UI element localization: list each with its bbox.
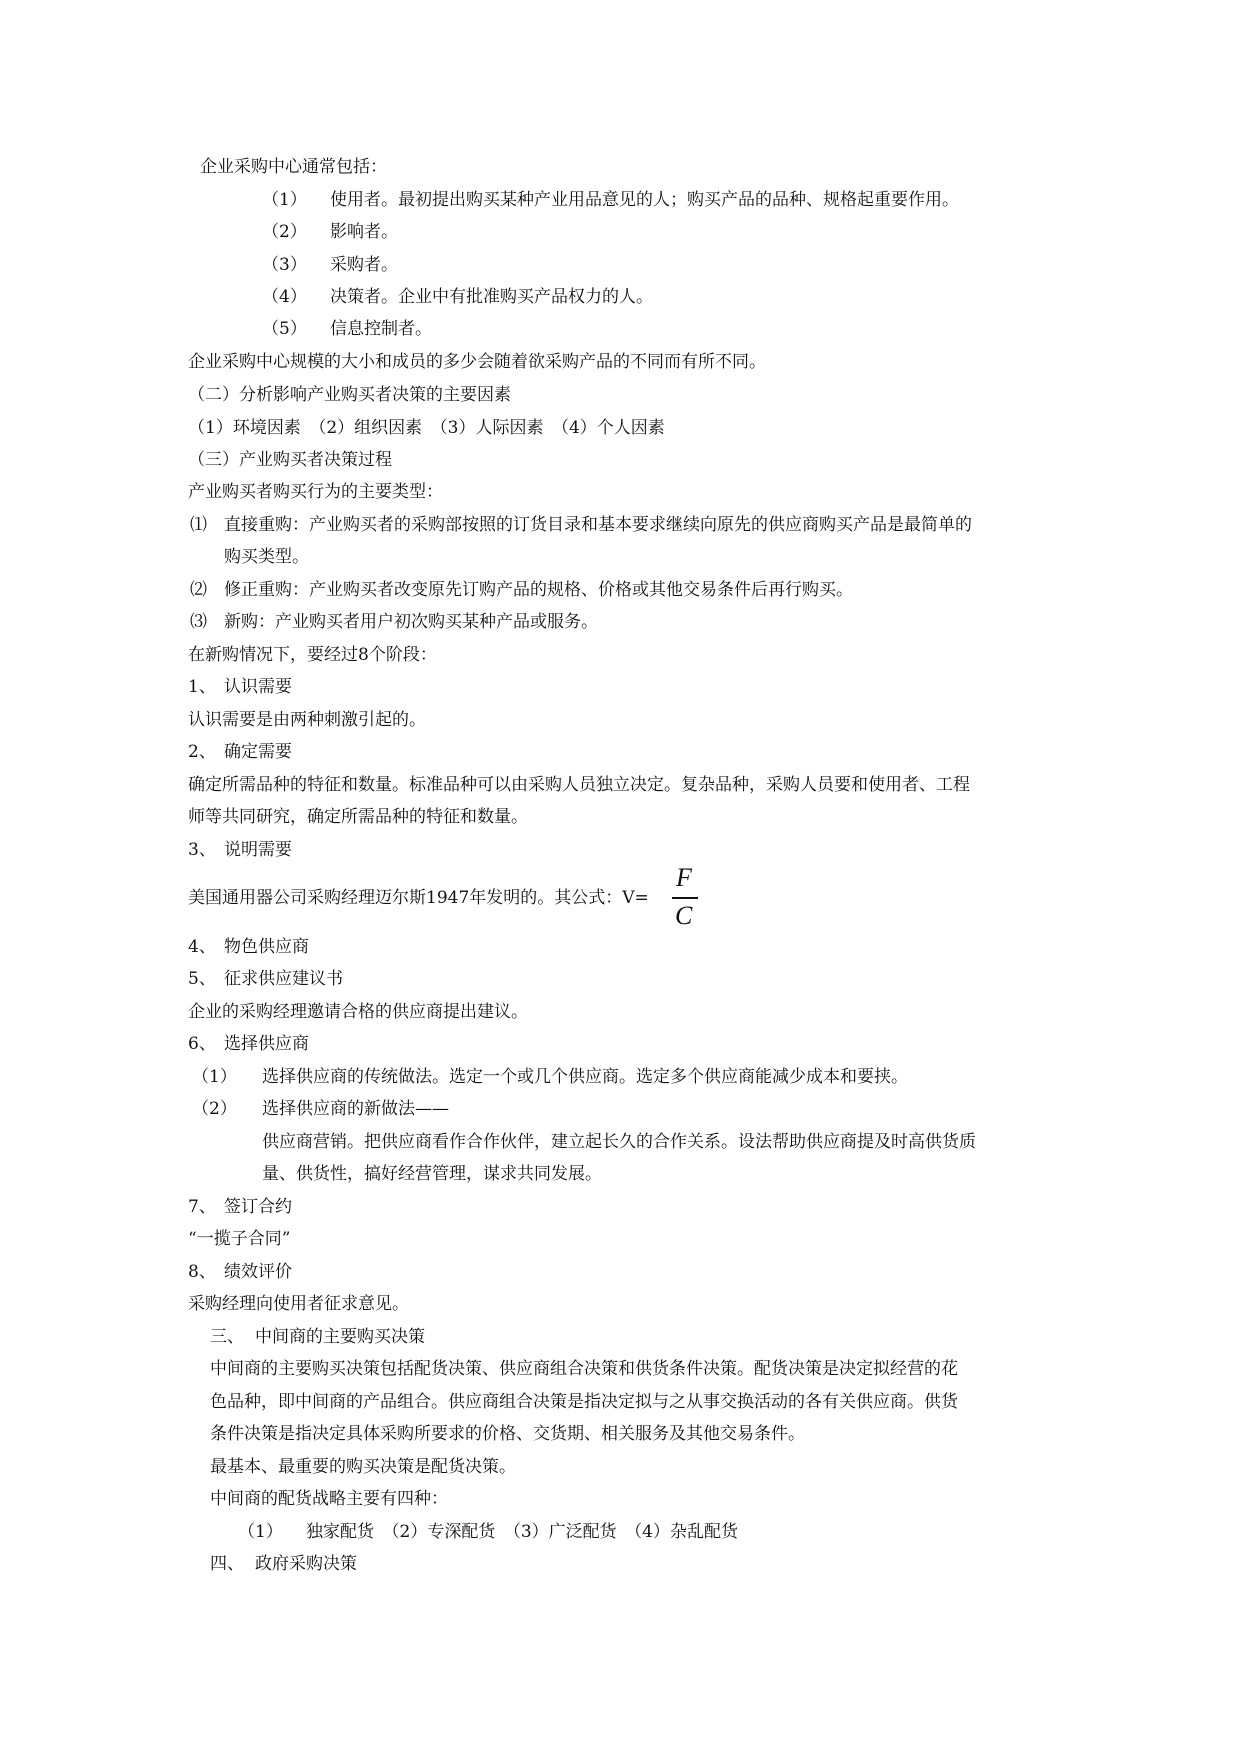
numbered-item-text: 决策者。企业中有批准购买产品权力的人。 <box>330 287 653 307</box>
text-line: 认识需要是由两种刺激引起的。 <box>188 710 426 730</box>
numbered-item-text: 直接重购：产业购买者的采购部按照的订货目录和基本要求继续向原先的供应商购买产品是最简单的 <box>224 515 972 535</box>
numbered-item-text: 信息控制者。 <box>330 319 432 339</box>
stage-title: 征求供应建议书 <box>224 969 343 989</box>
text-line: 色品种，即中间商的产品组合。供应商组合决策是指决定拟与之从事交换活动的各有关供应商。供货 <box>210 1392 958 1412</box>
stage-number: 7、 <box>188 1197 216 1217</box>
section-number: 四、 <box>210 1554 244 1574</box>
section-heading: （三）产业购买者决策过程 <box>188 450 392 470</box>
formula-line: 美国通用器公司采购经理迈尔斯1947年发明的。其公式：V= <box>188 888 649 908</box>
numbered-item: （4） <box>262 287 307 307</box>
numbered-item: ⑴ <box>190 515 207 535</box>
numbered-item: （1） <box>238 1522 283 1542</box>
numbered-item-text: 采购者。 <box>330 255 398 275</box>
text-line: 确定所需品种的特征和数量。标准品种可以由采购人员独立决定。复杂品种，采购人员要和使用者、工程 <box>188 775 970 795</box>
section-heading: 中间商的主要购买决策 <box>255 1327 425 1347</box>
text-line: 购买类型。 <box>224 547 309 567</box>
stage-number: 6、 <box>188 1034 216 1054</box>
text-line: 产业购买者购买行为的主要类型： <box>188 482 443 502</box>
text-line: 量、供货性，搞好经营管理，谋求共同发展。 <box>262 1164 602 1184</box>
numbered-item-text: 选择供应商的传统做法。选定一个或几个供应商。选定多个供应商能减少成本和要挟。 <box>262 1067 908 1087</box>
numbered-item: （2） <box>192 1099 237 1119</box>
section-heading: 政府采购决策 <box>255 1554 357 1574</box>
text-line: 中间商的主要购买决策包括配货决策、供应商组合决策和供货条件决策。配货决策是决定拟经营的花 <box>210 1359 958 1379</box>
text-line: 条件决策是指决定具体采购所要求的价格、交货期、相关服务及其他交易条件。 <box>210 1424 805 1444</box>
formula-numerator: F <box>676 863 692 892</box>
text-line: 师等共同研究，确定所需品种的特征和数量。 <box>188 807 528 827</box>
stage-number: 1、 <box>188 677 216 697</box>
stage-title: 认识需要 <box>224 677 292 697</box>
stage-title: 绩效评价 <box>224 1262 292 1282</box>
numbered-item: （2） <box>262 222 307 242</box>
section-heading: （二）分析影响产业购买者决策的主要因素 <box>188 385 511 405</box>
stage-title: 签订合约 <box>224 1197 292 1217</box>
text-line: 供应商营销。把供应商看作合作伙伴，建立起长久的合作关系。设法帮助供应商提及时高供货质 <box>262 1132 976 1152</box>
stage-title: 确定需要 <box>224 742 292 762</box>
text-line: （1）环境因素 （2）组织因素 （3）人际因素 （4）个人因素 <box>188 418 665 438</box>
numbered-item-text: 新购：产业购买者用户初次购买某种产品或服务。 <box>224 612 598 632</box>
numbered-item: （1） <box>262 190 307 210</box>
formula-denominator: C <box>675 901 693 930</box>
formula-fraction-bar <box>672 897 698 899</box>
numbered-item-text: 独家配货 （2）专深配货 （3）广泛配货 （4）杂乱配货 <box>306 1522 738 1542</box>
text-line: “一揽子合同” <box>188 1229 291 1249</box>
numbered-item-text: 选择供应商的新做法—— <box>262 1099 449 1119</box>
text-line: 企业采购中心规模的大小和成员的多少会随着欲采购产品的不同而有所不同。 <box>188 352 766 372</box>
stage-number: 2、 <box>188 742 216 762</box>
numbered-item: ⑶ <box>190 612 207 632</box>
stage-number: 4、 <box>188 937 216 957</box>
stage-title: 物色供应商 <box>224 937 309 957</box>
text-line: 采购经理向使用者征求意见。 <box>188 1294 409 1314</box>
numbered-item: （1） <box>192 1067 237 1087</box>
numbered-item-text: 影响者。 <box>330 222 398 242</box>
text-line: 在新购情况下，要经过8个阶段： <box>188 645 437 665</box>
stage-number: 5、 <box>188 969 216 989</box>
text-line: 最基本、最重要的购买决策是配货决策。 <box>210 1457 516 1477</box>
stage-number: 3、 <box>188 840 216 860</box>
stage-title: 选择供应商 <box>224 1034 309 1054</box>
numbered-item: ⑵ <box>190 580 207 600</box>
stage-number: 8、 <box>188 1262 216 1282</box>
numbered-item-text: 使用者。最初提出购买某种产业用品意见的人；购买产品的品种、规格起重要作用。 <box>330 190 959 210</box>
numbered-item: （5） <box>262 319 307 339</box>
text-line: 中间商的配货战略主要有四种： <box>210 1489 448 1509</box>
text-line: 企业采购中心通常包括： <box>200 157 387 177</box>
numbered-item: （3） <box>262 255 307 275</box>
numbered-item-text: 修正重购：产业购买者改变原先订购产品的规格、价格或其他交易条件后再行购买。 <box>224 580 853 600</box>
text-line: 企业的采购经理邀请合格的供应商提出建议。 <box>188 1002 528 1022</box>
section-number: 三、 <box>210 1327 244 1347</box>
stage-title: 说明需要 <box>224 840 292 860</box>
